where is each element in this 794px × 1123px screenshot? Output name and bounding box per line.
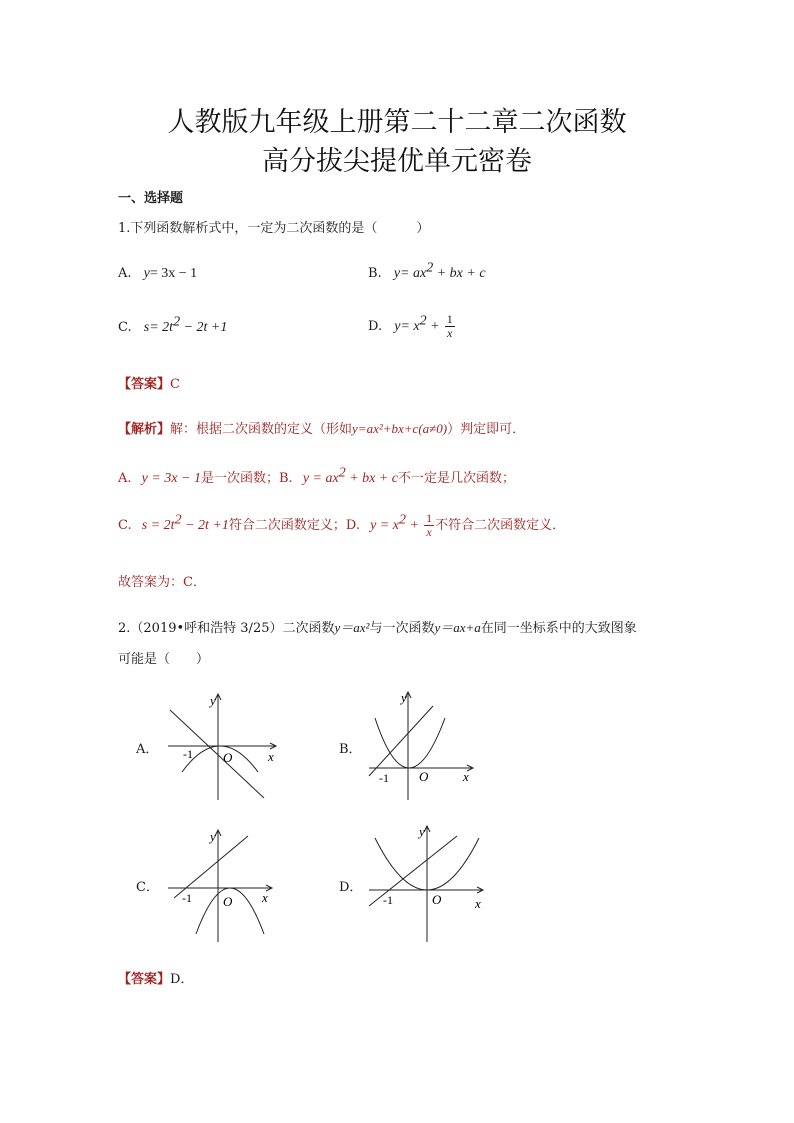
analysis-text: 是一次函数；B. xyxy=(201,471,293,486)
analysis-label: C. xyxy=(118,518,132,533)
graph-c xyxy=(160,826,285,946)
line-graph xyxy=(174,836,248,898)
axis-y-label: y xyxy=(419,824,425,839)
q1-answer xyxy=(118,373,180,392)
exponent: 2 xyxy=(173,314,181,330)
axis-x-label: x xyxy=(475,896,481,911)
answer-value: C xyxy=(170,377,180,392)
option-math: = 2t xyxy=(149,320,174,335)
exponent: 2 xyxy=(338,465,346,481)
option-label: C. xyxy=(118,320,132,335)
option-label: D. xyxy=(368,319,383,334)
q2-stem-text: 在同一坐标系中的大致图象 xyxy=(480,621,637,636)
parabola-graph xyxy=(182,746,258,772)
analysis-math: + xyxy=(405,518,419,533)
option-math: + xyxy=(426,319,440,334)
axis-x-label: x xyxy=(262,890,268,905)
analysis-label: A. xyxy=(118,471,132,486)
analysis-text: 解：根据二次函数的定义（形如 xyxy=(170,422,353,437)
q1-option-b xyxy=(368,260,486,282)
analysis-math: + bx + c xyxy=(345,471,399,486)
exponent: 2 xyxy=(426,260,434,276)
graph-d-label: D． xyxy=(339,880,363,895)
graph-d xyxy=(365,822,490,947)
option-math: s xyxy=(143,320,150,335)
fraction xyxy=(445,313,455,340)
analysis-math: y = x xyxy=(370,518,399,533)
graph-b-label: B． xyxy=(339,742,362,757)
answer-value: D． xyxy=(170,972,194,987)
graph-a xyxy=(160,688,285,803)
axis-y-label: y xyxy=(210,693,216,708)
tick-neg1: -1 xyxy=(383,893,393,907)
numerator: 1 xyxy=(426,511,433,525)
origin-label: O xyxy=(419,769,429,784)
analysis-formula: y=ax²+bx+c(a≠0) xyxy=(352,421,448,436)
axis-x-label: x xyxy=(268,749,274,764)
numerator: 1 xyxy=(446,312,453,326)
option-math: = x xyxy=(400,319,420,334)
title-line-1: 人教版九年级上册第二十二章二次函数 xyxy=(167,107,627,138)
option-math: = 3x − 1 xyxy=(149,266,198,281)
answer-tag: 【答案】 xyxy=(118,972,171,987)
option-math: + bx + c xyxy=(433,266,486,281)
axis-x-label: x xyxy=(463,769,469,784)
q2-answer xyxy=(118,968,193,987)
axis-y-label: y xyxy=(210,829,216,844)
fraction xyxy=(424,512,434,539)
denominator: x xyxy=(426,525,432,539)
analysis-text: 不符合二次函数定义． xyxy=(435,518,566,533)
analysis-math: y = 3x − 1 xyxy=(141,471,201,486)
analysis-math: y = ax xyxy=(302,471,339,486)
tick-neg1: -1 xyxy=(379,771,389,785)
section-heading: 一、选择题 xyxy=(118,191,184,206)
q2-stem-text: 与一次函数 xyxy=(369,621,435,636)
question-2-stem xyxy=(118,617,637,636)
option-math: y xyxy=(393,266,401,281)
graph-c-label: C． xyxy=(136,880,159,895)
question-2-stem-line2: 可能是（ ） xyxy=(118,652,210,667)
option-label: A. xyxy=(118,266,132,281)
origin-label: O xyxy=(223,750,233,765)
tick-neg1: -1 xyxy=(183,747,193,761)
question-1-stem: 1.下列函数解析式中，一定为二次函数的是（ ） xyxy=(118,221,430,236)
q1-analysis xyxy=(118,418,525,437)
q2-stem-text: 2.（2019•呼和浩特 3/25）二次函数 xyxy=(118,621,335,636)
q1-analysis-cd xyxy=(118,512,565,539)
analysis-math: s = 2t xyxy=(141,518,175,533)
option-math: − 2t +1 xyxy=(180,320,228,335)
origin-label: O xyxy=(223,894,233,909)
exponent: 2 xyxy=(419,313,427,329)
q1-analysis-ab xyxy=(118,467,515,487)
tick-neg1: -1 xyxy=(182,891,192,905)
analysis-math: − 2t +1 xyxy=(181,518,229,533)
q1-option-c xyxy=(118,314,228,336)
exponent: 2 xyxy=(174,512,182,528)
graph-a-label: A． xyxy=(136,742,159,757)
option-math: y xyxy=(394,319,401,334)
answer-tag: 【答案】 xyxy=(118,377,171,392)
q1-option-a xyxy=(118,266,197,282)
analysis-text: 符合二次函数定义；D. xyxy=(228,518,360,533)
q1-option-d xyxy=(368,313,456,340)
denominator: x xyxy=(447,326,453,340)
axis-y-label: y xyxy=(401,690,407,705)
q2-formula-1: y＝ax² xyxy=(334,620,370,635)
option-label: B. xyxy=(368,266,382,281)
q2-formula-2: y＝ax+a xyxy=(434,620,481,635)
option-math: = ax xyxy=(400,266,427,281)
title-line-2: 高分拔尖提优单元密卷 xyxy=(262,146,532,177)
parabola-graph xyxy=(375,718,445,768)
analysis-text: 不一定是几次函数； xyxy=(398,471,516,486)
analysis-tag: 【解析】 xyxy=(118,422,171,437)
q1-conclusion: 故答案为：C． xyxy=(118,575,206,590)
analysis-text: ）判定即可． xyxy=(447,422,526,437)
option-math: y xyxy=(143,266,150,281)
origin-label: O xyxy=(432,892,442,907)
exponent: 2 xyxy=(398,512,406,528)
graph-b xyxy=(365,688,490,803)
